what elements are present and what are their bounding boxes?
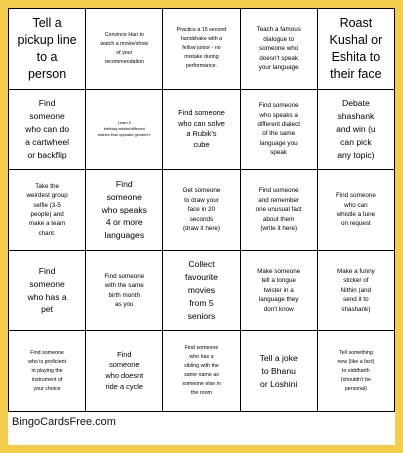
bingo-cell[interactable]: Collect favourite movies from 5 seniors bbox=[163, 251, 240, 332]
bingo-cell[interactable]: Tell something new (like a fact) to siddharth (shouldn't be personal) bbox=[318, 331, 395, 412]
bingo-cell[interactable]: Take the weirdest group selfie (3-5 people) and make a team chant. bbox=[9, 170, 86, 251]
bingo-cell[interactable]: Find someone who doesnt ride a cycle bbox=[86, 331, 163, 412]
bingo-cell[interactable]: Find someone who is proficient in playing the instrument of your choice bbox=[9, 331, 86, 412]
bingo-cell[interactable]: Find someone who can solve a Rubik's cube bbox=[163, 90, 240, 171]
footer-watermark: BingoCardsFree.com bbox=[12, 416, 116, 428]
bingo-cell[interactable]: Tell a pickup line to a person bbox=[9, 9, 86, 90]
bingo-cell[interactable]: Find someone who speaks a different dialect of the same language you speak bbox=[241, 90, 318, 171]
bingo-cell[interactable]: Teach a famous dialogue to someone who doesn't speak your language bbox=[241, 9, 318, 90]
bingo-grid bbox=[8, 8, 395, 412]
bingo-cell[interactable]: Convince Hari to watch a movie/show of your recommendation bbox=[86, 9, 163, 90]
bingo-cell[interactable]: Find someone who has a pet bbox=[9, 251, 86, 332]
bingo-cell[interactable]: Tell a joke to Bhanu or Loshini bbox=[241, 331, 318, 412]
bingo-cell[interactable]: Get someone to draw your face in 20 seconds (draw it here) bbox=[163, 170, 240, 251]
bingo-cell[interactable]: Roast Kushal or Eshita to their face bbox=[318, 9, 395, 90]
bingo-cell[interactable]: Make someone tell a tongue twister in a language they don't know bbox=[241, 251, 318, 332]
bingo-cell[interactable]: Find someone who can do a cartwheel or backflip bbox=[9, 90, 86, 171]
bingo-cell[interactable]: Find someone who can whistle a tune on request bbox=[318, 170, 395, 251]
bingo-cell[interactable]: Find someone who has a sibling with the same name as someone else in the room bbox=[163, 331, 240, 412]
bingo-cell[interactable]: Find someone who speaks 4 or more languages bbox=[86, 170, 163, 251]
bingo-cell[interactable]: Practice a 15 second handshake with a fellow junior - no mistake during performance. bbox=[163, 9, 240, 90]
bingo-cell[interactable]: Make a funny sticker of Nithin (and send it to shashank) bbox=[318, 251, 395, 332]
bingo-card bbox=[8, 8, 395, 445]
bingo-cell[interactable]: Debate shashank and win (u can pick any topic) bbox=[318, 90, 395, 171]
bingo-cell[interactable]: Learn 5 birthday wishes/different wishes from opposite gender/rl. bbox=[86, 90, 163, 171]
bingo-cell[interactable]: Find someone and remember one unusual fact about them (write it here) bbox=[241, 170, 318, 251]
bingo-cell[interactable]: Find someone with the same birth month as you bbox=[86, 251, 163, 332]
